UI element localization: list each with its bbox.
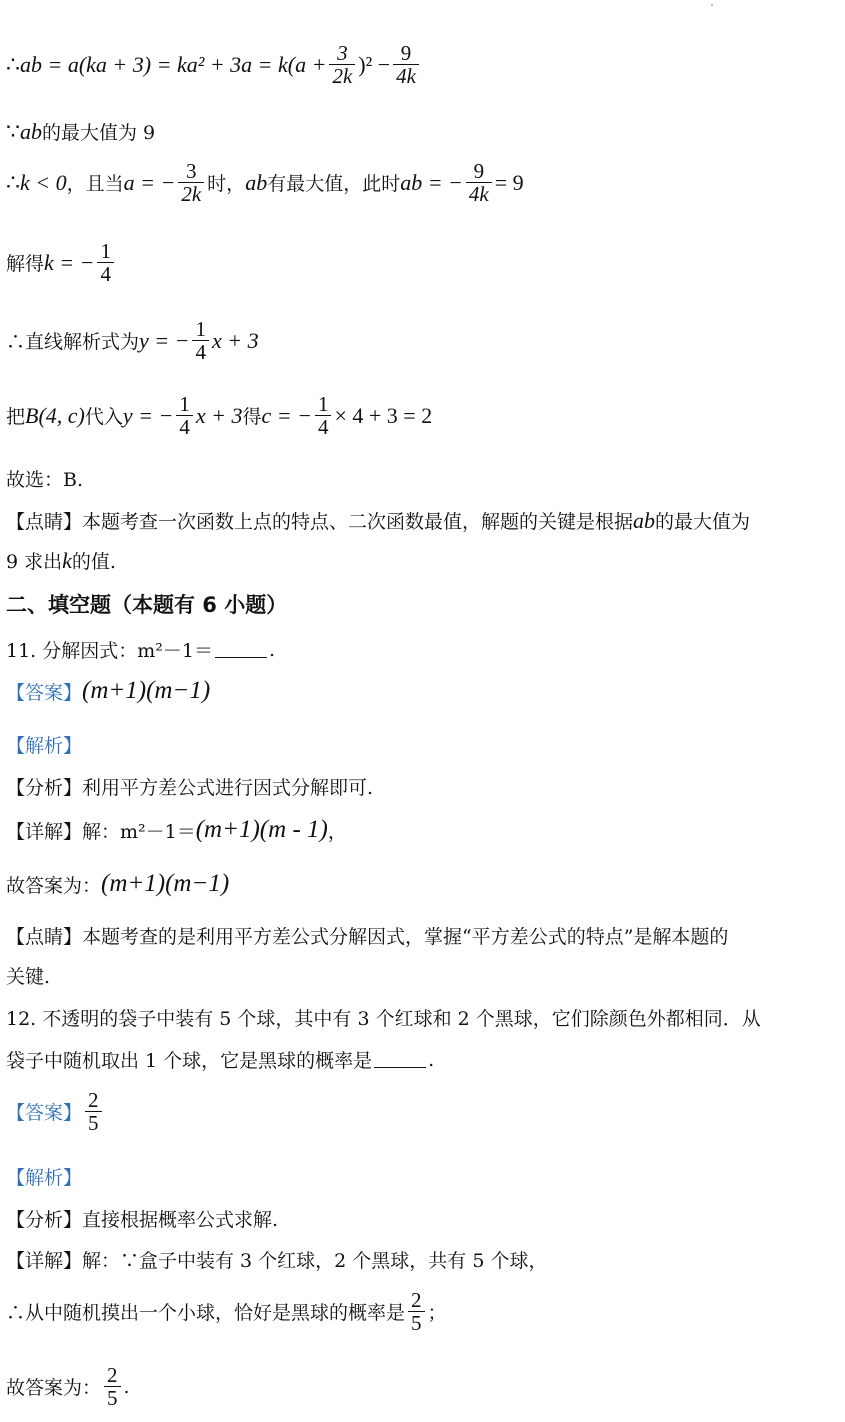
expression: c = − [261,402,312,428]
xiangjie-text: 【详解】解：∵盒子中装有 3 个红球，2 个黑球，共有 5 个球， [6,1250,548,1272]
fraction [393,42,419,87]
expression: a = − [123,169,176,195]
numerator: 2 [88,1088,99,1112]
variable: ab [633,507,656,533]
dianjing-line-2 [6,547,116,574]
text: 解得 [6,253,45,276]
text: 的最大值为 [655,511,751,533]
denominator: 4k [468,182,489,207]
text: 把 [6,406,26,429]
dianjing-line-1 [6,507,750,534]
text: 的值. [71,551,116,573]
denominator: 4 [195,340,206,365]
expression: k = − [44,249,95,275]
conclusion-text: ∴从中随机摸出一个小球，恰好是黑球的概率是 [6,1302,406,1325]
derivation-line-6 [6,393,432,438]
q12-jiexi [6,1163,82,1190]
denominator: 4k [396,64,416,89]
text: . [123,1375,130,1398]
q11-xiangjie [6,816,347,844]
text: ； [427,1302,447,1325]
numerator: 3 [186,159,197,183]
dianjing-text: 关键. [6,966,51,988]
q12-final [6,1364,130,1409]
numerator: 2 [411,1288,422,1312]
derivation-line-4 [6,240,117,285]
expression: × 4 + 3 = 2 [334,402,433,428]
expression: = 9 [494,169,524,195]
question-text: 袋子中随机取出 1 个球，它是黑球的概率是 [6,1050,373,1072]
because-symbol: ∵ [6,118,20,144]
fraction [192,318,209,363]
variable: ab [20,118,42,144]
q11-answer [6,677,210,705]
fenxi-text: 【分析】直接根据概率公式求解. [6,1209,279,1231]
expression: y = − [122,402,174,428]
q12-answer [6,1089,105,1134]
expression: ab = − [400,169,463,195]
numerator: 9 [473,159,485,183]
expression: k < 0 [20,169,67,195]
text: 有最大值，此时 [267,173,401,196]
text: 时， [207,173,246,196]
numerator: 1 [179,392,190,416]
answer-label: 【答案】 [6,681,83,704]
text: . [268,638,276,661]
q11-dianjing-2 [6,962,50,989]
denominator: 2k [332,64,353,89]
expression: ab = a(ka + 3) = ka² + 3a = k(a + [20,51,327,77]
numerator: 3 [337,41,348,65]
q11-stem [6,636,275,663]
final-label: 故答案为： [6,1377,102,1400]
answer-fraction [85,1089,102,1134]
xiangjie-text: 【详解】解：m²－1＝ [6,820,196,843]
question-text: 12. 不透明的袋子中装有 5 个球，其中有 3 个红球和 2 个黑球，它们除颜色外都相同．从 [6,1008,761,1030]
text: 得 [242,406,262,429]
dianjing-text: 【点睛】本题考查的是利用平方差公式分解因式，掌握“平方差公式的特点”是解本题的 [6,926,729,948]
q12-stem-1 [6,1004,761,1031]
fraction [315,393,332,438]
text: ，且当 [66,173,124,196]
text: 9 求出 [6,551,63,573]
corner-mark [711,4,713,6]
text: 【点睛】本题考查一次函数上点的特点、二次函数最值，解题的关键是根据 [6,511,634,533]
expression: y = − [139,327,190,353]
numerator: 1 [195,317,206,341]
expression: x + 3 [195,402,243,428]
expression: x + 3 [211,327,259,353]
denominator: 5 [411,1311,422,1336]
denominator: 5 [107,1386,118,1411]
fraction [178,160,204,205]
denominator: 5 [88,1111,99,1136]
section-title: 二、填空题（本题有 6 小题） [6,593,288,617]
fraction [466,160,492,205]
variable: k [62,547,72,573]
numerator: 1 [317,392,329,416]
expression: )² − [358,51,391,77]
section-heading [6,589,287,619]
question-text: 11. 分解因式：m²－1＝ [6,640,213,662]
q12-stem-2 [6,1046,434,1073]
answer-label: 【答案】 [6,1102,83,1125]
denominator: 4 [317,415,329,440]
derivation-line-5 [6,318,259,363]
fraction [97,240,114,285]
numerator: 1 [100,239,111,263]
derivation-line-2 [6,118,155,145]
q12-fenxi [6,1205,278,1232]
denominator: 2k [181,182,202,207]
text: . [428,1048,435,1071]
answer-value: (m+1)(m−1) [82,677,211,704]
q12-xiangjie [6,1246,547,1273]
expression: B(4, c) [25,402,85,428]
fraction [329,42,355,87]
derivation-line-3 [6,160,524,205]
fraction [408,1289,425,1334]
text: 代入 [84,406,123,429]
text: ， [327,820,347,843]
therefore-symbol: ∴ [6,51,20,77]
derivation-line-1 [6,42,422,87]
denominator: 4 [100,262,111,287]
q11-fenxi [6,773,373,800]
answer-blank [215,641,267,658]
final-fraction [104,1364,121,1409]
final-answer: (m+1)(m−1) [101,870,230,897]
fraction [176,393,193,438]
choice-line [6,465,83,492]
q11-jiexi [6,731,82,758]
jiexi-label: 【解析】 [6,735,83,757]
fenxi-text: 【分析】利用平方差公式进行因式分解即可. [6,777,374,799]
jiexi-label: 【解析】 [6,1167,83,1189]
q11-dianjing-1 [6,922,728,949]
q11-final [6,870,229,898]
xiangjie-expression: (m+1)(m - 1) [195,816,328,843]
variable: ab [245,169,268,195]
denominator: 4 [179,415,190,440]
text: 故选：B. [6,469,84,491]
text: ∴直线解析式为 [6,331,140,354]
numerator: 9 [400,41,412,65]
therefore-symbol: ∴ [6,169,20,195]
numerator: 2 [107,1363,118,1387]
q12-conclusion [6,1289,447,1334]
final-label: 故答案为： [6,874,102,897]
text: 的最大值为 9 [42,122,156,144]
answer-blank [374,1051,426,1068]
